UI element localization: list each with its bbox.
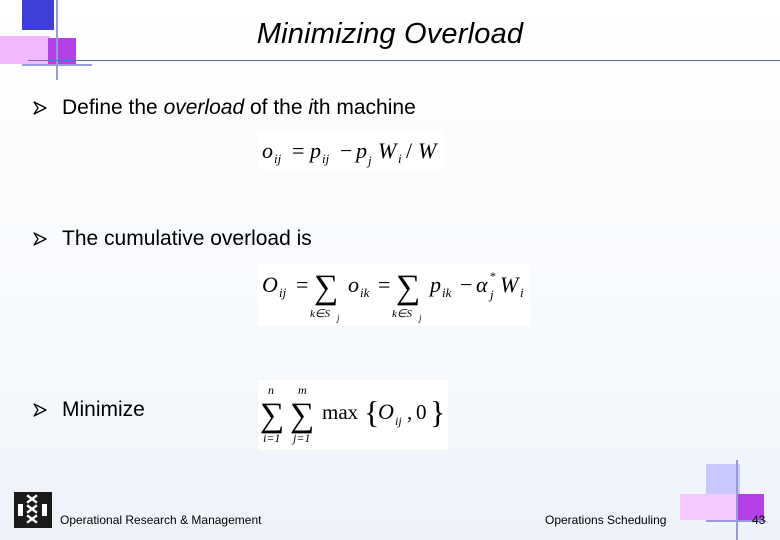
svg-text:W: W [378,138,397,163]
svg-text:p: p [310,138,321,163]
bullet-text: Minimize [62,398,145,421]
svg-text:j=1: j=1 [293,431,311,445]
svg-text:p: p [356,138,367,163]
formula-overload [258,132,444,170]
svg-text:W: W [418,138,437,163]
slide-title: Minimizing Overload [256,18,524,50]
svg-text:∑: ∑ [314,269,339,306]
svg-text:i: i [520,285,524,300]
university-logo [14,492,52,528]
svg-text:O: O [262,272,278,297]
svg-text:=: = [292,138,305,163]
svg-text:max: max [322,400,359,424]
svg-text:}: } [430,394,446,430]
university-crest-icon [14,492,52,528]
svg-text:−: − [460,272,473,297]
svg-text:/: / [406,138,413,163]
svg-text:=: = [296,272,309,297]
svg-text:−: − [340,138,353,163]
arrow-bullet-icon [32,100,48,116]
bullet-overload-definition [32,96,416,120]
svg-text:*: * [490,269,496,283]
svg-text:o: o [262,138,273,163]
bullet-text: The cumulative overload is [62,227,312,250]
corner-decoration-bottom [676,460,780,540]
svg-text:j: j [490,287,494,302]
page-number: 43 [752,513,766,527]
svg-text:ik: ik [360,285,370,300]
svg-text:ij: ij [274,151,282,166]
svg-text:j: j [368,153,372,168]
svg-text:W: W [500,272,519,297]
svg-text:k∈S: k∈S [392,308,412,320]
svg-text:O: O [378,399,394,424]
svg-text:ij: ij [395,414,402,428]
svg-text:∑: ∑ [290,397,315,434]
svg-text:,: , [407,400,413,424]
svg-text:∑: ∑ [396,269,421,306]
arrow-bullet-icon [32,231,48,247]
footer-course: Operations Scheduling [545,513,667,527]
svg-text:i: i [398,151,402,166]
svg-text:=: = [378,272,391,297]
bullet-cumulative-overload [32,227,312,251]
svg-text:n: n [268,383,274,397]
svg-text:o: o [348,272,359,297]
svg-text:ik: ik [442,285,452,300]
svg-text:α: α [476,272,488,297]
svg-text:∑: ∑ [260,397,285,434]
formula-minimize [258,380,448,450]
svg-text:k∈S: k∈S [310,308,330,320]
svg-text:i=1: i=1 [263,431,281,445]
arrow-bullet-icon [32,402,48,418]
svg-text:ij: ij [322,151,330,166]
svg-text:j: j [419,313,422,323]
svg-text:{: { [364,394,380,430]
svg-text:m: m [298,383,307,397]
svg-text:ij: ij [279,285,287,300]
formula-cumulative-overload [258,264,530,326]
svg-text:j: j [337,313,340,323]
title-divider [28,60,780,61]
svg-text:p: p [430,272,441,297]
bullet-text: Define the overload of the ith machine [62,96,416,119]
svg-text:0: 0 [416,400,427,424]
bullet-minimize [32,398,145,422]
footer-department: Operational Research & Management [60,513,262,527]
